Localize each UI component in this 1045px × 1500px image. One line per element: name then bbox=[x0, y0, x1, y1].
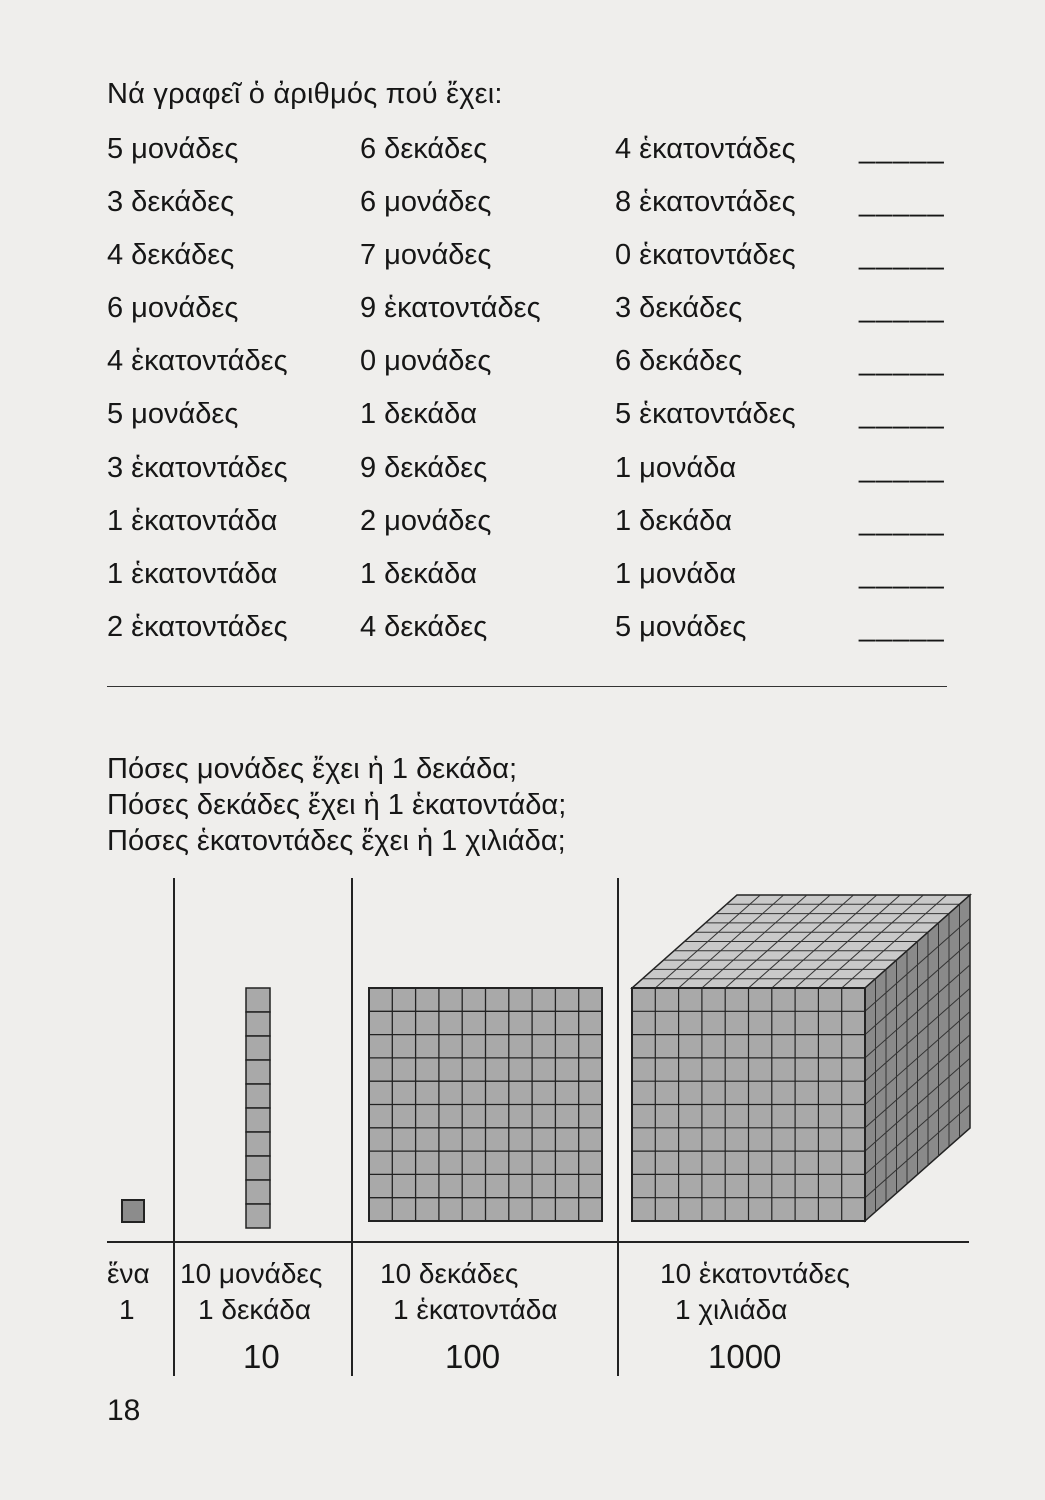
row-col-2: 0 μονάδες bbox=[360, 345, 492, 377]
instruction-text: Νά γραφεῖ ὁ ἀριθμός πού ἔχει: bbox=[107, 78, 503, 110]
row-col-1: 6 μονάδες bbox=[107, 292, 239, 324]
row-col-1: 1 ἑκατοντάδα bbox=[107, 505, 278, 537]
thousand-cube-block bbox=[632, 895, 970, 1221]
row-col-3: 1 μονάδα bbox=[615, 558, 737, 590]
row-col-1: 4 δεκάδες bbox=[107, 239, 235, 271]
question-tens: Πόσες δεκάδες ἔχει ἡ 1 ἑκατοντάδα; bbox=[107, 789, 567, 821]
row-col-2: 2 μονάδες bbox=[360, 505, 492, 537]
answer-blank[interactable]: _____ bbox=[859, 186, 945, 218]
row-col-3: 3 δεκάδες bbox=[615, 292, 743, 324]
row-col-1: 3 ἑκατοντάδες bbox=[107, 452, 288, 484]
answer-blank[interactable]: _____ bbox=[859, 398, 945, 430]
row-col-1: 5 μονάδες bbox=[107, 398, 239, 430]
answer-blank[interactable]: _____ bbox=[859, 292, 945, 324]
row-col-1: 4 ἑκατοντάδες bbox=[107, 345, 288, 377]
row-col-2: 4 δεκάδες bbox=[360, 611, 488, 643]
row-col-1: 1 ἑκατοντάδα bbox=[107, 558, 278, 590]
row-col-3: 5 μονάδες bbox=[615, 611, 747, 643]
row-col-2: 1 δεκάδα bbox=[360, 558, 478, 590]
page-number: 18 bbox=[107, 1394, 141, 1427]
label-ten-hundreds: 10 ἑκατοντάδες bbox=[660, 1258, 850, 1289]
answer-blank[interactable]: _____ bbox=[859, 345, 945, 377]
row-col-2: 6 δεκάδες bbox=[360, 133, 488, 165]
row-col-2: 6 μονάδες bbox=[360, 186, 492, 218]
row-col-3: 5 ἑκατοντάδες bbox=[615, 398, 796, 430]
answer-blank[interactable]: _____ bbox=[859, 133, 945, 165]
row-col-2: 7 μονάδες bbox=[360, 239, 492, 271]
question-units: Πόσες μονάδες ἔχει ἡ 1 δεκάδα; bbox=[107, 753, 518, 785]
row-col-1: 5 μονάδες bbox=[107, 133, 239, 165]
answer-blank[interactable]: _____ bbox=[859, 611, 945, 643]
answer-blank[interactable]: _____ bbox=[859, 239, 945, 271]
answer-blank[interactable]: _____ bbox=[859, 505, 945, 537]
label-ten-tens: 10 δεκάδες bbox=[380, 1258, 519, 1289]
row-col-2: 1 δεκάδα bbox=[360, 398, 478, 430]
value-thousand: 1000 bbox=[708, 1338, 782, 1375]
hundred-flat-block bbox=[369, 988, 602, 1221]
value-hundred: 100 bbox=[445, 1338, 501, 1375]
row-col-1: 2 ἑκατοντάδες bbox=[107, 611, 288, 643]
row-col-2: 9 δεκάδες bbox=[360, 452, 488, 484]
row-col-3: 1 μονάδα bbox=[615, 452, 737, 484]
label-one-ten: 1 δεκάδα bbox=[198, 1294, 312, 1325]
row-col-1: 3 δεκάδες bbox=[107, 186, 235, 218]
value-ten: 10 bbox=[243, 1338, 280, 1375]
label-one-hundred: 1 ἑκατοντάδα bbox=[393, 1294, 558, 1325]
row-col-3: 1 δεκάδα bbox=[615, 505, 733, 537]
answer-blank[interactable]: _____ bbox=[859, 558, 945, 590]
ten-rod-block bbox=[246, 988, 270, 1228]
row-col-2: 9 ἑκατοντάδες bbox=[360, 292, 541, 324]
row-col-3: 0 ἑκατοντάδες bbox=[615, 239, 796, 271]
row-col-3: 4 ἑκατοντάδες bbox=[615, 133, 796, 165]
label-ten-units: 10 μονάδες bbox=[180, 1258, 323, 1289]
question-hundreds: Πόσες ἑκατοντάδες ἔχει ἡ 1 χιλιάδα; bbox=[107, 825, 566, 857]
answer-blank[interactable]: _____ bbox=[859, 452, 945, 484]
row-col-3: 8 ἑκατοντάδες bbox=[615, 186, 796, 218]
label-one: ἕνα bbox=[107, 1258, 150, 1289]
label-one-thousand: 1 χιλιάδα bbox=[675, 1294, 788, 1325]
row-col-3: 6 δεκάδες bbox=[615, 345, 743, 377]
label-one-digit: 1 bbox=[119, 1294, 135, 1325]
